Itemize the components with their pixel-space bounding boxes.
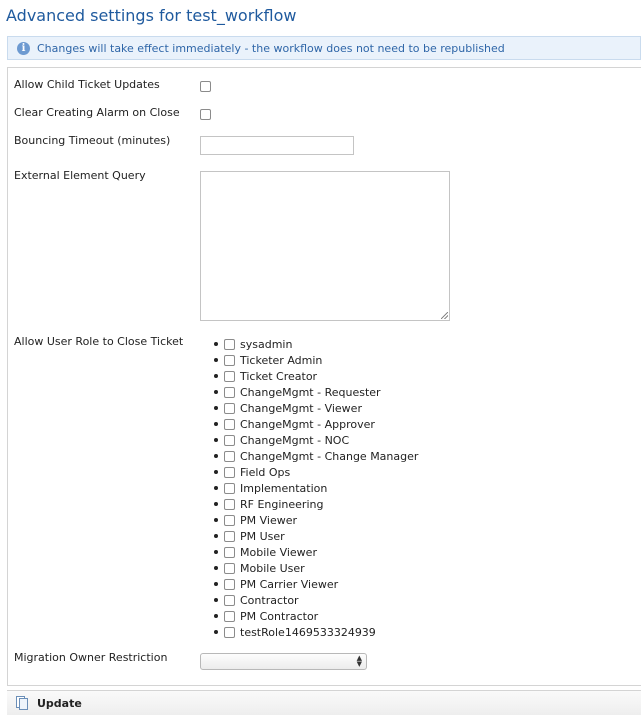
role-item [213,496,323,512]
update-button[interactable] [15,696,82,710]
role-item [213,368,317,384]
role-item [213,384,381,400]
role-label: sysadmin [240,337,293,351]
bullet-icon [214,470,218,474]
bullet-icon [214,390,218,394]
allow-child-ticket-updates-checkbox[interactable] [200,81,211,92]
bullet-icon [214,502,218,506]
settings-panel [7,67,641,686]
role-checkbox[interactable] [224,403,235,414]
role-label: Mobile User [240,561,305,575]
bullet-icon [214,566,218,570]
allow-user-role-label: Allow User Role to Close Ticket [14,335,184,348]
info-banner [7,36,641,60]
role-checkbox[interactable] [224,579,235,590]
role-checkbox[interactable] [224,627,235,638]
role-item [213,592,299,608]
document-icon [15,696,29,710]
role-item [213,560,305,576]
bullet-icon [214,550,218,554]
role-item [213,528,285,544]
role-checkbox[interactable] [224,563,235,574]
role-label: ChangeMgmt - Approver [240,417,375,431]
role-checkbox[interactable] [224,467,235,478]
bullet-icon [214,374,218,378]
bouncing-timeout-label: Bouncing Timeout (minutes) [14,134,171,147]
role-label: Field Ops [240,465,291,479]
footer-toolbar [7,690,641,715]
resize-grip-icon[interactable] [441,312,448,319]
role-label: PM Carrier Viewer [240,577,339,591]
role-label: ChangeMgmt - Requester [240,385,381,399]
bullet-icon [214,422,218,426]
bullet-icon [214,358,218,362]
select-arrows-icon: ▲ ▼ [356,654,362,668]
role-checkbox[interactable] [224,451,235,462]
role-checkbox[interactable] [224,371,235,382]
role-checkbox[interactable] [224,611,235,622]
role-checkbox[interactable] [224,499,235,510]
role-item [213,624,376,640]
external-element-query-label: External Element Query [14,169,146,182]
bullet-icon [214,486,218,490]
migration-owner-restriction-select[interactable] [200,653,367,670]
role-label: Contractor [240,593,299,607]
update-button-label: Update [37,696,82,710]
role-checkbox[interactable] [224,387,235,398]
allow-child-ticket-updates-label: Allow Child Ticket Updates [14,78,160,91]
role-item [213,352,322,368]
info-text: Changes will take effect immediately - the workflow does not need to be republished [37,41,505,55]
doc-front [19,698,28,710]
role-item [213,480,327,496]
role-checkbox[interactable] [224,355,235,366]
external-element-query-textarea[interactable] [200,171,450,321]
role-label: PM User [240,529,285,543]
role-label: Implementation [240,481,328,495]
selected-value [201,659,206,672]
bullet-icon [214,406,218,410]
bullet-icon [214,342,218,346]
role-label: Ticketer Admin [240,353,323,367]
role-label: PM Viewer [240,513,298,527]
role-label: Ticket Creator [240,369,318,383]
role-checkbox[interactable] [224,419,235,430]
role-item [213,432,349,448]
role-item [213,336,292,352]
role-item [213,608,318,624]
role-checkbox[interactable] [224,435,235,446]
role-checkbox[interactable] [224,595,235,606]
migration-owner-restriction-label: Migration Owner Restriction [14,651,168,664]
role-label: PM Contractor [240,609,319,623]
info-icon: i [17,42,30,55]
role-item [213,416,375,432]
bullet-icon [214,630,218,634]
role-item [213,400,362,416]
role-item [213,464,290,480]
role-label: Mobile Viewer [240,545,317,559]
bullet-icon [214,454,218,458]
bullet-icon [214,614,218,618]
role-item [213,544,317,560]
bullet-icon [214,598,218,602]
bullet-icon [214,534,218,538]
role-label: RF Engineering [240,497,324,511]
role-label: ChangeMgmt - NOC [240,433,350,447]
role-item [213,448,418,464]
role-label: testRole1469533324939 [240,625,376,639]
role-item [213,512,297,528]
role-checkbox[interactable] [224,547,235,558]
role-checkbox[interactable] [224,531,235,542]
role-item [213,576,338,592]
clear-creating-alarm-label: Clear Creating Alarm on Close [14,106,180,119]
page-title: Advanced settings for test_workflow [6,6,297,25]
bullet-icon [214,582,218,586]
role-label: ChangeMgmt - Viewer [240,401,362,415]
bouncing-timeout-input[interactable] [200,136,354,155]
clear-creating-alarm-checkbox[interactable] [200,109,211,120]
role-label: ChangeMgmt - Change Manager [240,449,419,463]
role-checkbox[interactable] [224,483,235,494]
role-checkbox[interactable] [224,339,235,350]
role-checkbox[interactable] [224,515,235,526]
bullet-icon [214,438,218,442]
bullet-icon [214,518,218,522]
